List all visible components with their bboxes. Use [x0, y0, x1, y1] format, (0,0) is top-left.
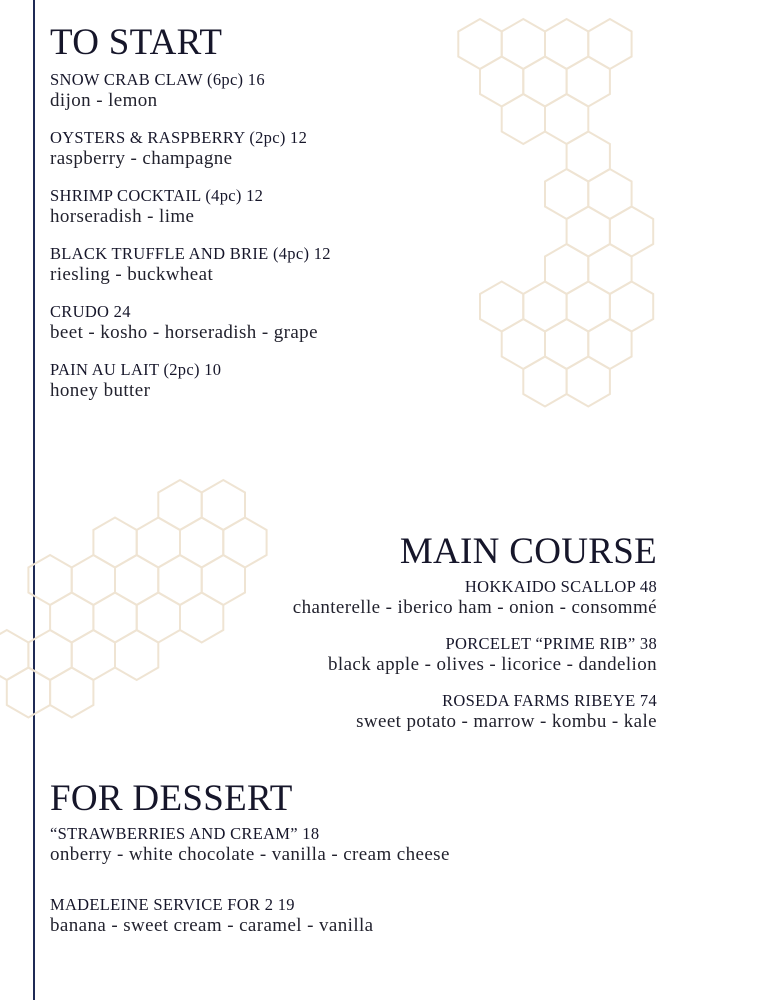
menu-item-name: MADELEINE SERVICE FOR 2 19: [50, 894, 295, 914]
hexagon-cell: [523, 282, 566, 332]
menu-item: [293, 633, 657, 676]
menu-item: [50, 127, 331, 170]
hexagon-cell: [545, 19, 588, 69]
menu-item-description: sweet potato - marrow - kombu - kale: [356, 710, 657, 732]
hexagon-cell: [610, 282, 653, 332]
hexagon-cell: [480, 57, 523, 107]
hexagon-cell: [50, 593, 93, 643]
hexagon-cell: [523, 357, 566, 407]
menu-item-description: horseradish - lime: [50, 205, 195, 227]
menu-item-description: onberry - white chocolate - vanilla - cream cheese: [50, 843, 450, 865]
menu-item: [50, 185, 331, 228]
hexagon-cell: [180, 593, 223, 643]
hexagon-cell: [567, 207, 610, 257]
menu-item: [293, 576, 657, 619]
hexagon-cell: [7, 668, 50, 718]
hexagon-cell: [0, 630, 28, 680]
menu-item: [50, 301, 331, 344]
menu-item-description: chanterelle - iberico ham - onion - consommé: [292, 596, 657, 618]
hexagon-cell: [567, 57, 610, 107]
menu-item-name: OYSTERS & RASPBERRY (2pc) 12: [50, 127, 308, 147]
section-heading-main-course: MAIN COURSE: [399, 531, 657, 572]
menu-item-name: SHRIMP COCKTAIL (4pc) 12: [50, 185, 264, 205]
hexagon-cell: [72, 630, 115, 680]
hexagon-cell: [115, 555, 158, 605]
hexagon-cell: [202, 555, 245, 605]
menu-item-description: dijon - lemon: [50, 89, 158, 111]
menu-item-description: riesling - buckwheat: [50, 263, 214, 285]
hexagon-cell: [545, 94, 588, 144]
menu-item-name: ROSEDA FARMS RIBEYE 74: [442, 690, 657, 710]
hexagon-cell: [502, 319, 545, 369]
hexagon-cell: [567, 132, 610, 182]
section-heading-for-dessert: FOR DESSERT: [50, 778, 293, 819]
hexagon-cell: [523, 57, 566, 107]
hexagon-cell: [588, 319, 631, 369]
hexagon-cell: [610, 207, 653, 257]
menu-item: [50, 823, 450, 866]
section-heading-to-start: TO START: [50, 22, 223, 63]
section-main-course: [293, 533, 657, 747]
hexagon-cell: [567, 357, 610, 407]
menu-item-name: PAIN AU LAIT (2pc) 10: [50, 359, 222, 379]
hexagon-cell: [93, 593, 136, 643]
hexagon-cell: [588, 244, 631, 294]
menu-item-name: “STRAWBERRIES AND CREAM” 18: [50, 823, 320, 843]
menu-item: [50, 243, 331, 286]
menu-item: [50, 69, 331, 112]
hexagon-cell: [480, 282, 523, 332]
hexagon-cell: [545, 244, 588, 294]
section-for-dessert: [50, 780, 450, 965]
hexagon-cell: [567, 282, 610, 332]
hexagon-cell: [137, 518, 180, 568]
menu-item-description: raspberry - champagne: [50, 147, 233, 169]
hexagon-cell: [28, 555, 71, 605]
hexagon-cell: [158, 480, 201, 530]
hexagon-cell: [588, 169, 631, 219]
hexagon-cell: [545, 319, 588, 369]
hexagon-cell: [223, 518, 266, 568]
menu-item-description: banana - sweet cream - caramel - vanilla: [50, 914, 374, 936]
menu-item-name: CRUDO 24: [50, 301, 131, 321]
menu-item: [293, 690, 657, 733]
menu-item: [50, 359, 331, 402]
hexagon-cell: [158, 555, 201, 605]
menu-item-description: black apple - olives - licorice - dandelion: [328, 653, 657, 675]
hexagon-cell: [202, 480, 245, 530]
menu-item-name: BLACK TRUFFLE AND BRIE (4pc) 12: [50, 243, 331, 263]
hexagon-cell: [588, 19, 631, 69]
hexagon-cell: [93, 518, 136, 568]
hexagon-cell: [545, 169, 588, 219]
hexagon-cell: [502, 94, 545, 144]
menu-item-name: SNOW CRAB CLAW (6pc) 16: [50, 69, 265, 89]
menu-item-name: HOKKAIDO SCALLOP 48: [464, 576, 657, 596]
hexagon-cell: [115, 630, 158, 680]
menu-item-name: PORCELET “PRIME RIB” 38: [445, 633, 657, 653]
section-to-start: [50, 24, 331, 417]
hexagon-cell: [180, 518, 223, 568]
hexagon-cell: [458, 19, 501, 69]
hexagon-cell: [502, 19, 545, 69]
menu-item-description: beet - kosho - horseradish - grape: [50, 321, 318, 343]
menu-item: [50, 894, 450, 937]
hexagon-cell: [50, 668, 93, 718]
menu-item-description: honey butter: [50, 379, 151, 401]
hexagon-cell: [72, 555, 115, 605]
hexagon-cell: [137, 593, 180, 643]
hexagon-cell: [28, 630, 71, 680]
